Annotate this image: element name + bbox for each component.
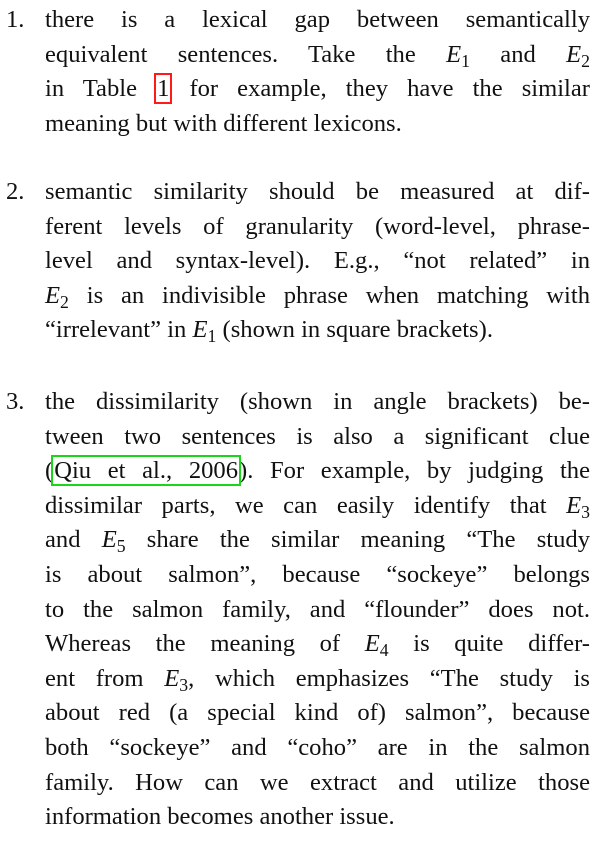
text-run: semantic similarity should be measured at dif- (45, 178, 590, 205)
table-reference-link[interactable]: 1 (157, 75, 170, 103)
text-run: in Table (45, 75, 157, 103)
text-run: dissimilar parts, we can easily identify that (45, 491, 567, 519)
list-number: 1. (6, 6, 25, 33)
text-run: is an indivisible phrase when matching with (68, 281, 590, 309)
text-run: , which emphasizes “The study is (188, 664, 590, 692)
math-variable: $E_2$ (45, 281, 69, 312)
text-run: share the similar meaning “The study (125, 526, 590, 554)
text-run: is about salmon”, because “sockeye” belongs (45, 561, 590, 588)
text-run: to the salmon family, and “flounder” does not. (45, 595, 590, 623)
math-variable: $E_3$ (164, 664, 189, 695)
text-line (45, 522, 590, 558)
text-run: about red (a special kind of) salmon”, because (45, 699, 590, 727)
text-run: family. How can we extract and utilize those (45, 768, 590, 796)
text-line (45, 384, 590, 420)
text-run: (shown in square brackets). (216, 316, 493, 344)
text-line (45, 592, 590, 628)
text-run: level and syntax-level). E.g., “not related” in (45, 247, 590, 275)
text-run: ferent levels of granularity (word-level, phrase- (45, 212, 590, 240)
text-line (45, 71, 590, 107)
text-line (45, 419, 590, 455)
text-line (45, 799, 590, 835)
text-line (45, 278, 590, 314)
text-line (45, 695, 590, 731)
citation-link[interactable]: Qiu et al., 2006 (54, 457, 239, 485)
text-line (45, 243, 590, 279)
math-variable: $E_3$ (566, 491, 590, 522)
text-line (45, 2, 590, 38)
text-run: tween two sentences is also a significant clue (45, 422, 590, 450)
text-line (45, 106, 590, 142)
text-run: Whereas the meaning of (45, 630, 365, 658)
text-run: the dissimilarity (shown in angle brackets) be- (45, 388, 590, 415)
list-number: 3. (6, 388, 25, 415)
text-line (45, 488, 590, 524)
text-line (45, 626, 590, 662)
text-line (45, 174, 590, 210)
list-number: 2. (6, 178, 25, 205)
text-run: equivalent sentences. Take the (45, 40, 447, 68)
text-run: and (45, 526, 102, 554)
math-variable: $E_2$ (566, 40, 590, 71)
text-line (45, 453, 590, 489)
text-run: is quite differ- (388, 630, 590, 658)
text-run: ent from (45, 664, 165, 692)
math-variable: $E_1$ (446, 40, 470, 71)
text-line (45, 661, 590, 697)
text-run: meaning but with different lexicons. (45, 109, 402, 137)
text-run: both “sockeye” and “coho” are in the salmon (45, 734, 590, 761)
text-line (45, 765, 590, 801)
text-run: “irrelevant” in (45, 316, 193, 344)
math-variable: $E_1$ (192, 316, 217, 347)
text-line (45, 557, 590, 593)
math-variable: $E_4$ (364, 630, 389, 661)
text-run: there is a lexical gap between semantically (45, 6, 590, 33)
text-line (45, 312, 590, 348)
text-run: and (469, 40, 567, 68)
text-run: ( (45, 457, 54, 485)
text-line (45, 730, 590, 766)
text-run: ). For example, by judging the (239, 457, 590, 485)
text-run: for example, they have the similar (170, 75, 590, 103)
math-variable: $E_5$ (101, 526, 126, 557)
text-line (45, 37, 590, 73)
text-run: information becomes another issue. (45, 803, 395, 831)
text-line (45, 209, 590, 245)
